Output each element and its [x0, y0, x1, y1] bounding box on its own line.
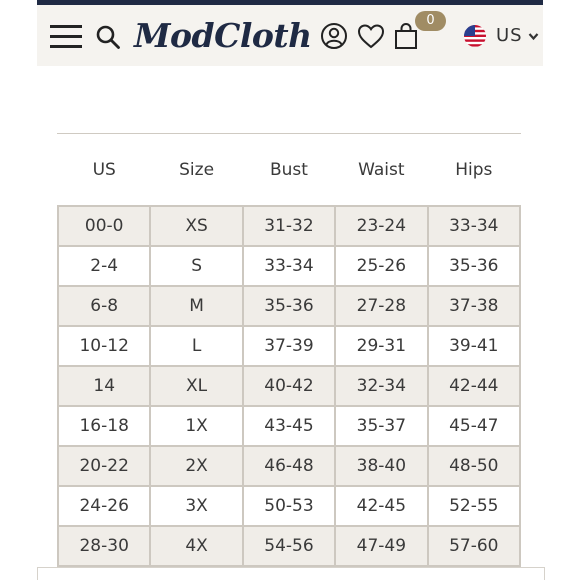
cell-waist: 27-28: [335, 286, 427, 326]
table-row: [58, 406, 520, 446]
cell-hips: 39-41: [428, 326, 520, 366]
cell-bust: 50-53: [243, 486, 335, 526]
cell-bust: 35-36: [243, 286, 335, 326]
us-flag-icon[interactable]: [463, 24, 487, 48]
size-chart-header-row: [58, 145, 520, 195]
site-logo[interactable]: ModCloth: [134, 16, 312, 55]
table-row: [58, 286, 520, 326]
cell-bust: 43-45: [243, 406, 335, 446]
table-row: [58, 326, 520, 366]
table-row: [58, 206, 520, 246]
cell-bust: 40-42: [243, 366, 335, 406]
table-row: [58, 246, 520, 286]
cell-waist: 38-40: [335, 446, 427, 486]
cart-icon[interactable]: [393, 22, 419, 50]
table-row: [58, 446, 520, 486]
cell-us: 2-4: [58, 246, 150, 286]
account-icon[interactable]: [320, 22, 348, 50]
section-divider: [57, 133, 521, 134]
cell-size: L: [150, 326, 242, 366]
cell-hips: 48-50: [428, 446, 520, 486]
cell-waist: 35-37: [335, 406, 427, 446]
header-accent-bar: [37, 0, 543, 5]
search-icon[interactable]: [95, 24, 121, 50]
cell-bust: 31-32: [243, 206, 335, 246]
cell-hips: 35-36: [428, 246, 520, 286]
cell-size: S: [150, 246, 242, 286]
cell-waist: 23-24: [335, 206, 427, 246]
cell-us: 10-12: [58, 326, 150, 366]
cell-hips: 52-55: [428, 486, 520, 526]
cell-waist: 42-45: [335, 486, 427, 526]
cell-us: 16-18: [58, 406, 150, 446]
column-header-size: Size: [179, 160, 215, 180]
cell-hips: 57-60: [428, 526, 520, 566]
cart-count-badge: 0: [415, 11, 446, 31]
cell-waist: 32-34: [335, 366, 427, 406]
cell-hips: 42-44: [428, 366, 520, 406]
cell-hips: 33-34: [428, 206, 520, 246]
cell-bust: 37-39: [243, 326, 335, 366]
cell-us: 14: [58, 366, 150, 406]
cell-size: 1X: [150, 406, 242, 446]
column-header-us: US: [92, 160, 116, 180]
menu-icon[interactable]: [50, 25, 82, 49]
cell-bust: 46-48: [243, 446, 335, 486]
cell-hips: 45-47: [428, 406, 520, 446]
cell-bust: 33-34: [243, 246, 335, 286]
table-row: [58, 486, 520, 526]
cell-us: 20-22: [58, 446, 150, 486]
size-chart-table: [57, 145, 521, 567]
column-header-hips: Hips: [455, 160, 493, 180]
cell-us: 28-30: [58, 526, 150, 566]
cell-waist: 47-49: [335, 526, 427, 566]
cell-size: XL: [150, 366, 242, 406]
cell-waist: 25-26: [335, 246, 427, 286]
table-row: [58, 526, 520, 566]
cell-size: 3X: [150, 486, 242, 526]
country-selector[interactable]: US: [496, 25, 523, 46]
cell-us: 6-8: [58, 286, 150, 326]
cell-size: M: [150, 286, 242, 326]
site-header: [37, 0, 543, 66]
chevron-down-icon[interactable]: [528, 32, 539, 41]
table-row: [58, 366, 520, 406]
next-section-edge: [37, 567, 545, 580]
column-header-waist: Waist: [358, 160, 405, 180]
cell-size: XS: [150, 206, 242, 246]
cell-size: 4X: [150, 526, 242, 566]
cell-bust: 54-56: [243, 526, 335, 566]
cell-hips: 37-38: [428, 286, 520, 326]
cell-us: 24-26: [58, 486, 150, 526]
cell-us: 00-0: [58, 206, 150, 246]
column-header-bust: Bust: [269, 160, 308, 180]
cell-waist: 29-31: [335, 326, 427, 366]
cell-size: 2X: [150, 446, 242, 486]
heart-icon[interactable]: [356, 22, 386, 50]
